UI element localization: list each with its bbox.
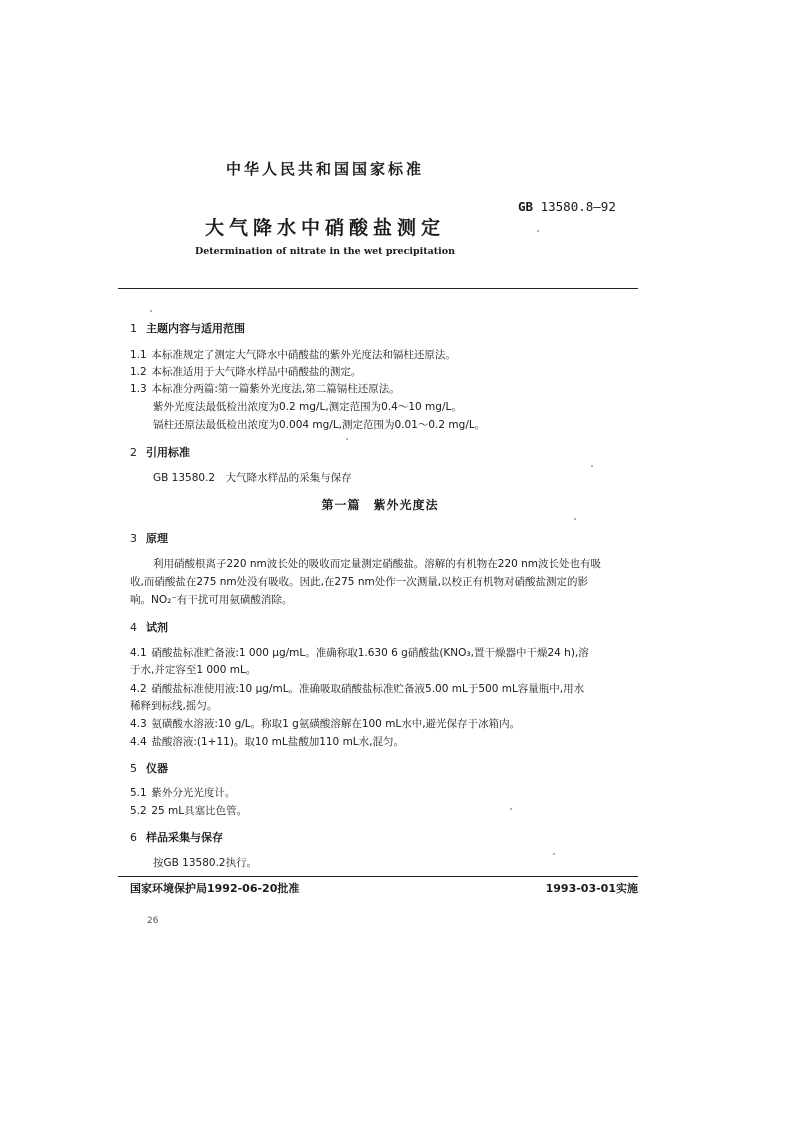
clause-4-2	[130, 681, 584, 696]
section-number: 1	[130, 322, 137, 335]
clause-number: 5.1	[130, 787, 147, 799]
section-5-heading	[130, 760, 168, 776]
clause-text: 氨磺酸水溶液:10 g/L。称取1 g氨磺酸溶解在100 mL水中,避光保存于冰箱内。	[151, 718, 521, 730]
clause-number: 1.3	[130, 383, 147, 395]
clause-1-1	[130, 347, 456, 362]
clause-number: 1.2	[130, 366, 147, 378]
clause-5-1	[130, 785, 235, 800]
section-number: 3	[130, 532, 137, 545]
section-title: 样品采集与保存	[146, 831, 223, 844]
scan-speck	[150, 310, 152, 312]
implementation-date: 1993-03-01实施	[545, 882, 638, 895]
document-title: 大气降水中硝酸盐测定	[204, 217, 445, 239]
scan-speck	[537, 230, 539, 232]
section-title: 主题内容与适用范围	[146, 322, 245, 335]
clause-1-2	[130, 364, 361, 379]
section-number: 4	[130, 621, 137, 634]
clause-number: 1.1	[130, 349, 147, 361]
detection-limit-uv: 紫外光度法最低检出浓度为0.2 mg/L,测定范围为0.4～10 mg/L。	[153, 401, 462, 413]
section-title: 仪器	[146, 762, 168, 775]
section-title: 引用标准	[146, 446, 190, 459]
standard-code-number: 13580.8—92	[540, 199, 616, 214]
clause-text: 盐酸溶液:(1+11)。取10 mL盐酸加110 mL水,混匀。	[151, 736, 404, 748]
scan-speck	[346, 438, 348, 440]
section-title: 原理	[146, 532, 168, 545]
clause-1-3	[130, 381, 400, 396]
header-divider	[118, 288, 638, 289]
national-standard-heading: 中华人民共和国国家标准	[225, 160, 424, 178]
detection-limit-cadmium: 镉柱还原法最低检出浓度为0.004 mg/L,测定范围为0.01～0.2 mg/L。	[153, 419, 486, 431]
section-title: 试剂	[146, 621, 168, 634]
section-number: 2	[130, 446, 137, 459]
clause-4-2-cont: 稀释到标线,摇匀。	[130, 700, 218, 712]
clause-text: 25 mL具塞比色管。	[151, 805, 248, 817]
section-2-heading	[130, 444, 190, 460]
standard-code-prefix: GB	[518, 199, 534, 214]
reference-standard: GB 13580.2 大气降水样品的采集与保存	[153, 472, 352, 484]
clause-text: 紫外分光光度计。	[151, 787, 236, 799]
clause-5-2	[130, 803, 247, 818]
part-1-title: 第一篇 紫外光度法	[321, 498, 439, 512]
scan-speck	[591, 465, 593, 467]
clause-number: 4.2	[130, 683, 147, 695]
clause-4-1	[130, 645, 589, 660]
section-3-heading	[130, 530, 168, 546]
clause-text: 本标准适用于大气降水样品中硝酸盐的测定。	[151, 366, 362, 378]
scan-speck	[574, 518, 576, 520]
scan-speck	[510, 808, 512, 810]
clause-4-1-cont: 于水,并定容至1 000 mL。	[130, 664, 257, 676]
section-number: 5	[130, 762, 137, 775]
clause-text: 本标准分两篇:第一篇紫外光度法,第二篇镉柱还原法。	[151, 383, 400, 395]
footer-divider	[118, 876, 638, 877]
document-title-en: Determination of nitrate in the wet precipitation	[194, 246, 456, 257]
approval-date: 国家环境保护局1992-06-20批准	[130, 882, 300, 895]
section-number: 6	[130, 831, 137, 844]
clause-4-3	[130, 716, 520, 731]
clause-number: 4.3	[130, 718, 147, 730]
clause-number: 4.4	[130, 736, 147, 748]
clause-number: 4.1	[130, 647, 147, 659]
clause-text: 本标准规定了测定大气降水中硝酸盐的紫外光度法和镉柱还原法。	[151, 349, 456, 361]
section-4-heading	[130, 619, 168, 635]
principle-line-2: 收,而硝酸盐在275 nm处没有吸收。因此,在275 nm处作一次测量,以校正有机物对硝酸盐测定的影	[130, 576, 589, 588]
clause-text: 硝酸盐标准使用液:10 μg/mL。准确吸取硝酸盐标准贮备液5.00 mL于500 mL容量瓶中,用水	[151, 683, 585, 695]
clause-text: 硝酸盐标准贮备液:1 000 μg/mL。准确称取1.630 6 g硝酸盐(KNO₃,置干燥器中干燥24 h),溶	[151, 647, 589, 659]
clause-4-4	[130, 734, 404, 749]
page-number: 26	[147, 916, 159, 926]
principle-line-1: 利用硝酸根离子220 nm波长处的吸收而定量测定硝酸盐。溶解的有机物在220 nm波长处也有吸	[153, 558, 602, 570]
scan-speck	[553, 853, 555, 855]
section-6-heading	[130, 829, 223, 845]
sampling-text: 按GB 13580.2执行。	[153, 857, 258, 869]
standard-code	[518, 199, 616, 214]
clause-number: 5.2	[130, 805, 147, 817]
section-1-heading	[130, 320, 245, 336]
principle-line-3: 响。NO₂⁻有干扰可用氨磺酸消除。	[130, 594, 293, 606]
